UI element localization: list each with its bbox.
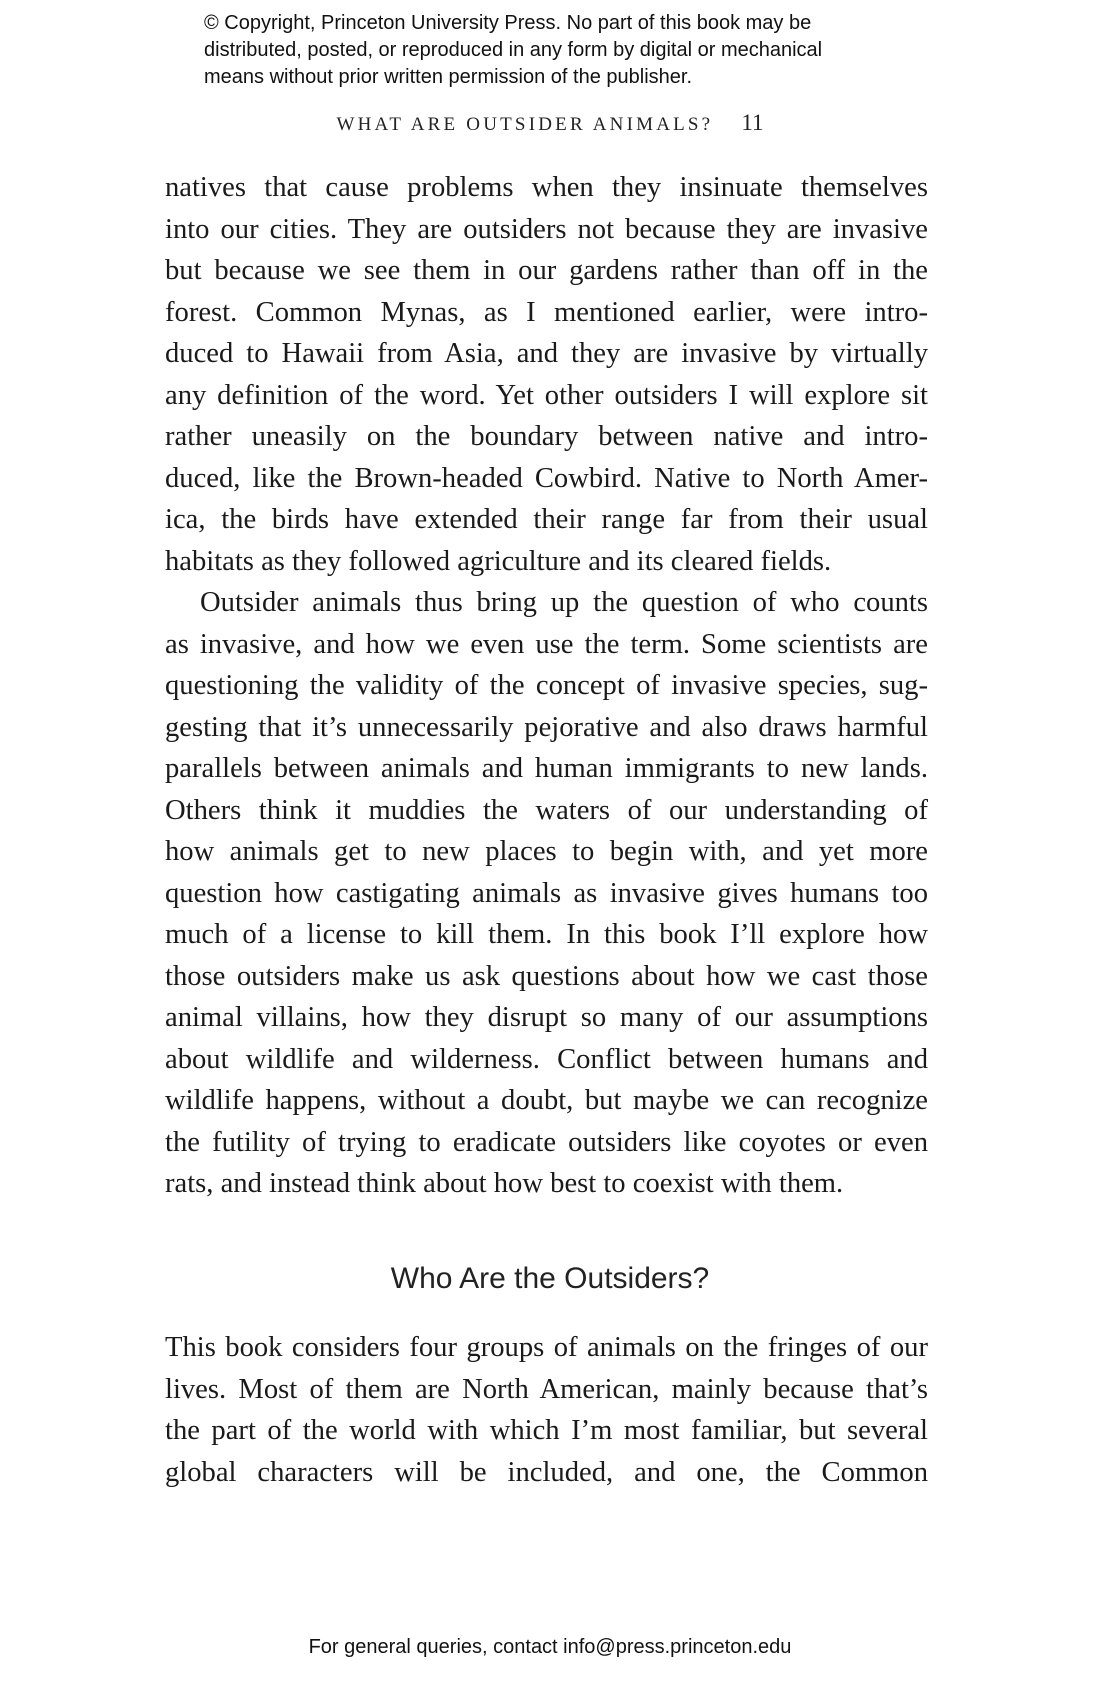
text-line: rats, and instead think about how best to coexist with them.: [165, 1168, 844, 1199]
text-line: natives that cause problems when they insinuate themselves: [165, 172, 928, 203]
text-line: how animals get to new places to begin with, and yet more: [165, 836, 928, 867]
text-line: those outsiders make us ask questions about how we cast those: [165, 960, 928, 992]
paragraph-2: [165, 582, 928, 1205]
copyright-line: © Copyright, Princeton University Press. No part of this book may be: [204, 12, 812, 34]
section-heading: Who Are the Outsiders?: [390, 1262, 710, 1295]
text-line: about wildlife and wilderness. Conflict between humans and: [165, 1043, 928, 1075]
text-line: question how castigating animals as invasive gives humans too: [165, 877, 928, 909]
text-line: wildlife happens, without a doubt, but maybe we can recognize: [165, 1085, 928, 1116]
text-line: as invasive, and how we even use the term. Some scientists are: [165, 628, 928, 660]
text-line: parallels between animals and human immigrants to new lands.: [165, 753, 928, 784]
text-line: forest. Common Mynas, as I mentioned earlier, were intro-: [165, 296, 928, 328]
text-line: the futility of trying to eradicate outsiders like coyotes or even: [165, 1126, 928, 1158]
text-line: global characters will be included, and one, the Common: [165, 1456, 928, 1488]
text-line: rather uneasily on the boundary between native and intro-: [165, 421, 928, 452]
text-line: into our cities. They are outsiders not because they are invasive: [165, 213, 928, 245]
text-line: the part of the world with which I’m most familiar, but several: [165, 1415, 928, 1446]
text-line: This book considers four groups of animals on the fringes of our: [165, 1332, 928, 1363]
running-head-title: WHAT ARE OUTSIDER ANIMALS?: [336, 114, 714, 135]
copyright-line: distributed, posted, or reproduced in any form by digital or mechanical: [204, 39, 823, 61]
text-line: duced, like the Brown-headed Cowbird. Native to North Amer-: [165, 462, 928, 494]
copyright-line: means without prior written permission of the publisher.: [204, 66, 693, 88]
text-line: any definition of the word. Yet other outsiders I will explore sit: [165, 379, 928, 411]
text-line: ica, the birds have extended their range far from their usual: [165, 504, 928, 535]
text-line: duced to Hawaii from Asia, and they are invasive by virtually: [165, 338, 928, 369]
text-line: Outsider animals thus bring up the question of who counts: [200, 587, 928, 618]
text-line: gesting that it’s unnecessarily pejorative and also draws harmful: [165, 711, 928, 743]
copyright-notice: [204, 10, 924, 91]
paragraph-1: [165, 167, 928, 582]
running-head: [0, 110, 1100, 136]
page-number: 11: [741, 110, 764, 135]
paragraph-3: [165, 1327, 928, 1493]
text-line: lives. Most of them are North American, mainly because that’s: [165, 1373, 928, 1405]
text-line: habitats as they followed agriculture and its cleared fields.: [165, 545, 832, 577]
text-line: much of a license to kill them. In this book I’ll explore how: [165, 919, 928, 950]
footer-contact: For general queries, contact info@press.princeton.edu: [308, 1636, 792, 1658]
text-line: animal villains, how they disrupt so many of our assumptions: [165, 1002, 928, 1033]
text-line: but because we see them in our gardens rather than off in the: [165, 255, 928, 286]
text-line: Others think it muddies the waters of our understanding of: [165, 794, 928, 826]
text-line: questioning the validity of the concept of invasive species, sug-: [165, 670, 928, 701]
